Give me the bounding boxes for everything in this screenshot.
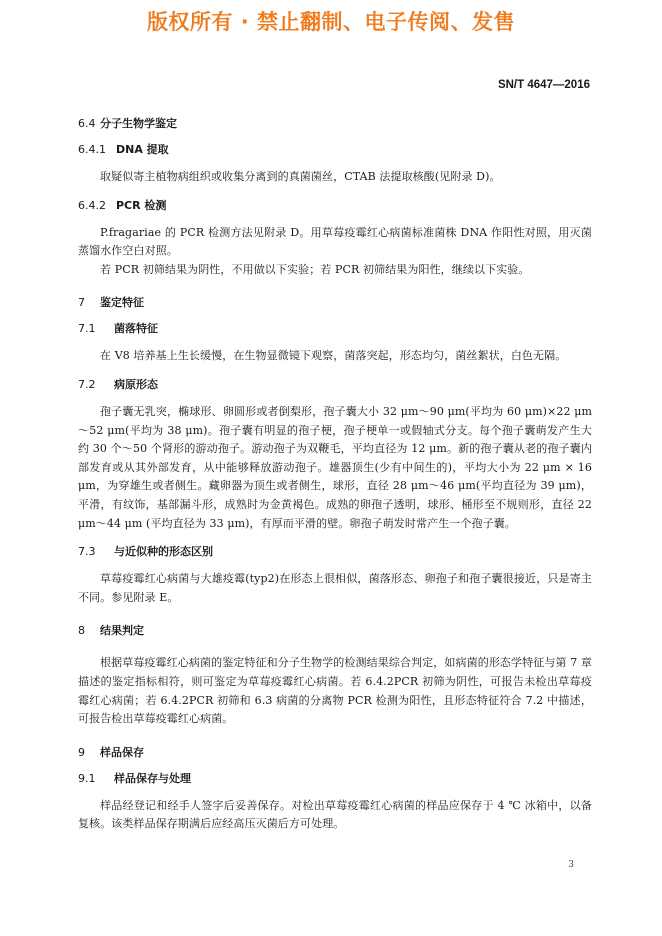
- heading-title: 鉴定特征: [100, 296, 144, 310]
- page-number: 3: [568, 860, 574, 870]
- heading-6-4-2: [78, 198, 592, 213]
- document-body: [78, 116, 592, 834]
- heading-number: 9: [78, 745, 85, 759]
- paragraph-7-1: 在 V8 培养基上生长缓慢，在生物显微镜下观察，菌落突起，形态均匀，菌丝絮状，白色无隔。: [100, 349, 567, 363]
- heading-7-1: [78, 321, 592, 336]
- heading-title: 分子生物学鉴定: [100, 117, 177, 130]
- heading-9: [78, 745, 592, 760]
- heading-title: 病原形态: [114, 377, 158, 391]
- heading-title: 结果判定: [100, 624, 144, 638]
- heading-number: 6.4.2: [78, 198, 106, 212]
- heading-7-2: [78, 377, 592, 392]
- watermark-banner: 版权所有 · 禁止翻制、电子传阅、发售: [146, 10, 516, 34]
- paragraph-6-4-2-b: 若 PCR 初筛结果为阴性，不用做以下实验；若 PCR 初筛结果为阳性，继续以下实验。: [100, 262, 530, 276]
- paragraph-6-4-1: 取疑似寄主植物病组织或收集分离到的真菌菌丝，CTAB 法提取核酸(见附录 D)。: [100, 170, 501, 183]
- paragraph-8: 根据草莓疫霉红心病菌的鉴定特征和分子生物学的检测结果综合判定，如病菌的形态学特征与第 7 章描述的鉴定指标相符，则可鉴定为草莓疫霉红心病菌。若 6.4.2PCR 初筛为阴性，可报告未检出草莓疫霉红心病菌；若 6.4.2PCR 初筛和 6.3 病菌的分离物 PCR 检测为阳性，且形态特征符合 7.2 中描述，可报告检出草莓疫霉红心病菌。: [78, 656, 592, 726]
- heading-title: 样品保存与处理: [114, 771, 191, 785]
- paragraph-6-4-2-a: P.fragariae 的 PCR 检测方法见附录 D。用草莓疫霉红心病菌标准菌株 DNA 作阳性对照，用灭菌蒸馏水作空白对照。: [78, 225, 592, 258]
- heading-number: 7.1: [78, 322, 96, 336]
- heading-6-4: [78, 116, 592, 131]
- heading-title: 样品保存: [100, 745, 144, 759]
- heading-6-4-1: [78, 142, 592, 157]
- heading-number: 6.4: [78, 117, 96, 130]
- heading-number: 8: [78, 624, 85, 638]
- heading-8: [78, 623, 592, 638]
- heading-title: 与近似种的形态区别: [114, 545, 213, 559]
- heading-7: [78, 295, 592, 310]
- heading-number: 7: [78, 296, 85, 310]
- heading-number: 6.4.1: [78, 143, 106, 156]
- paragraph-7-2: 孢子囊无乳突，椭球形、卵圆形或者倒梨形，孢子囊大小 32 μm～90 μm(平均为 60 μm)×22 μm～52 μm(平均为 38 μm)。孢子囊有明显的孢子梗，孢子梗单一或假轴式分支。每个孢子囊萌发产生大约 30 个～50 个肾形的游动孢子。游动孢子为双鞭毛，平均直径为 12 μm。新的孢子囊从老的孢子囊内部发育或从其外部发育，从中能够释放游动孢子。雄器顶生(少有中间生的)，平均大小为 22 μm × 16 μm，为穿雄生或者侧生。藏卵器为顶生或者侧生，球形，直径 28 μm～46 μm(平均直径为 39 μm)，平滑，有纹饰，基部漏斗形，成熟时为金黄褐色。成熟的卵孢子透明，球形、桶形至不规则形，直径 22 μm～44 μm (平均直径为 33 μm)，有厚而平滑的壁。卵孢子萌发时常产生一个孢子囊。: [78, 404, 592, 530]
- heading-title: DNA 提取: [116, 143, 169, 156]
- heading-number: 7.2: [78, 377, 96, 391]
- heading-title: PCR 检测: [116, 198, 167, 212]
- heading-number: 9.1: [78, 771, 96, 785]
- heading-number: 7.3: [78, 545, 96, 559]
- heading-7-3: [78, 544, 592, 559]
- heading-9-1: [78, 771, 592, 786]
- paragraph-7-3: 草莓疫霉红心病菌与大雄疫霉(typ2)在形态上很相似，菌落形态、卵孢子和孢子囊很接近，只是寄主不同。参见附录 E。: [78, 572, 592, 604]
- heading-title: 菌落特征: [114, 322, 158, 336]
- standard-code: SN/T 4647—2016: [497, 79, 590, 91]
- paragraph-9-1: 样品经登记和经手人签字后妥善保存。对检出草莓疫霉红心病菌的样品应保存于 4 ℃ 冰箱中，以备复核。该类样品保存期满后应经高压灭菌后方可处理。: [78, 798, 592, 831]
